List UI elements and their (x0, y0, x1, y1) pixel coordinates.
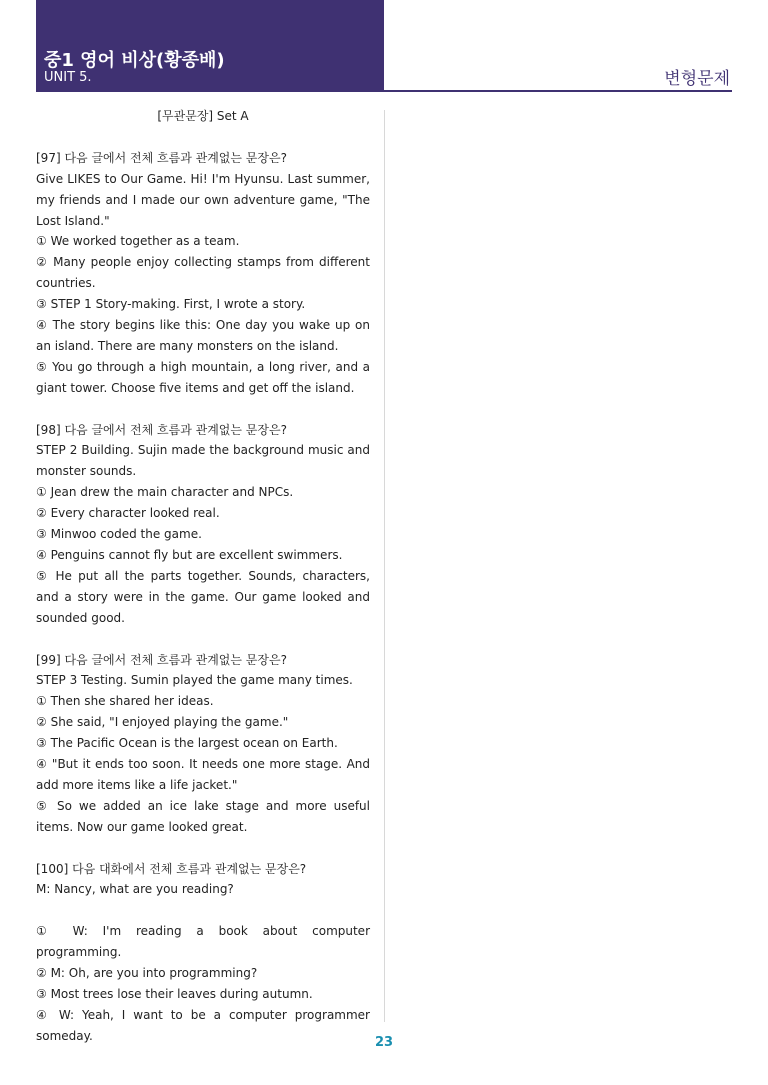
page-number: 23 (374, 1035, 394, 1050)
choice-1: ① Then she shared her ideas. (36, 694, 214, 709)
choice-4: ④ W: Yeah, I want to be a computer programmer someday. (36, 1007, 370, 1043)
set-title: [무관문장] Set A (157, 109, 249, 123)
choice-4: ④ The story begins like this: One day you wake up on an island. There are many monsters on the island. (36, 318, 370, 353)
question-100 (36, 859, 370, 1047)
section-label: 변형문제 (664, 69, 730, 89)
column-divider (384, 110, 385, 1022)
unit-label: UNIT 5. (44, 70, 92, 85)
question-heading: [99] 다음 글에서 전체 흐름과 관계없는 문장은? (36, 652, 287, 667)
choice-4: ④ "But it ends too soon. It needs one more stage. And add more items like a life jacket." (36, 757, 370, 792)
header-underline (384, 90, 732, 92)
question-passage: Give LIKES to Our Game. Hi! I'm Hyunsu. Last summer, my friends and I made our own adventure game, "The Lost Island." (36, 171, 370, 228)
question-99 (36, 650, 370, 838)
choice-3: ③ STEP 1 Story-making. First, I wrote a story. (36, 297, 306, 312)
choice-2: ② Many people enjoy collecting stamps from different countries. (36, 255, 370, 291)
choice-3: ③ Minwoo coded the game. (36, 527, 202, 542)
choice-5: ⑤ He put all the parts together. Sounds, characters, and a story were in the game. Our game looked and sounded good. (36, 568, 370, 625)
choice-3: ③ The Pacific Ocean is the largest ocean on Earth. (36, 736, 338, 751)
left-column (36, 106, 370, 1047)
choice-1: ① W: I'm reading a book about computer programming. (36, 924, 370, 960)
choice-2: ② M: Oh, are you into programming? (36, 966, 258, 981)
book-title: 중1 영어 비상(황종배) (44, 50, 225, 71)
question-heading: [100] 다음 대화에서 전체 흐름과 관계없는 문장은? (36, 861, 307, 876)
question-passage: STEP 2 Building. Sujin made the background music and monster sounds. (36, 443, 370, 479)
choice-5: ⑤ So we added an ice lake stage and more useful items. Now our game looked great. (36, 798, 370, 834)
choice-1: ① Jean drew the main character and NPCs. (36, 485, 294, 500)
question-passage: STEP 3 Testing. Sumin played the game many times. (36, 673, 353, 688)
question-passage: M: Nancy, what are you reading? (36, 882, 234, 897)
choice-5: ⑤ You go through a high mountain, a long river, and a giant tower. Choose five items and get off the island. (36, 359, 370, 395)
question-97 (36, 148, 370, 399)
choice-1: ① We worked together as a team. (36, 234, 240, 249)
question-98 (36, 420, 370, 629)
choice-3: ③ Most trees lose their leaves during autumn. (36, 986, 313, 1001)
choice-4: ④ Penguins cannot fly but are excellent swimmers. (36, 548, 343, 562)
question-heading: [98] 다음 글에서 전체 흐름과 관계없는 문장은? (36, 422, 287, 437)
question-heading: [97] 다음 글에서 전체 흐름과 관계없는 문장은? (36, 150, 287, 165)
choice-2: ② Every character looked real. (36, 506, 220, 521)
choice-2: ② She said, "I enjoyed playing the game." (36, 715, 289, 730)
